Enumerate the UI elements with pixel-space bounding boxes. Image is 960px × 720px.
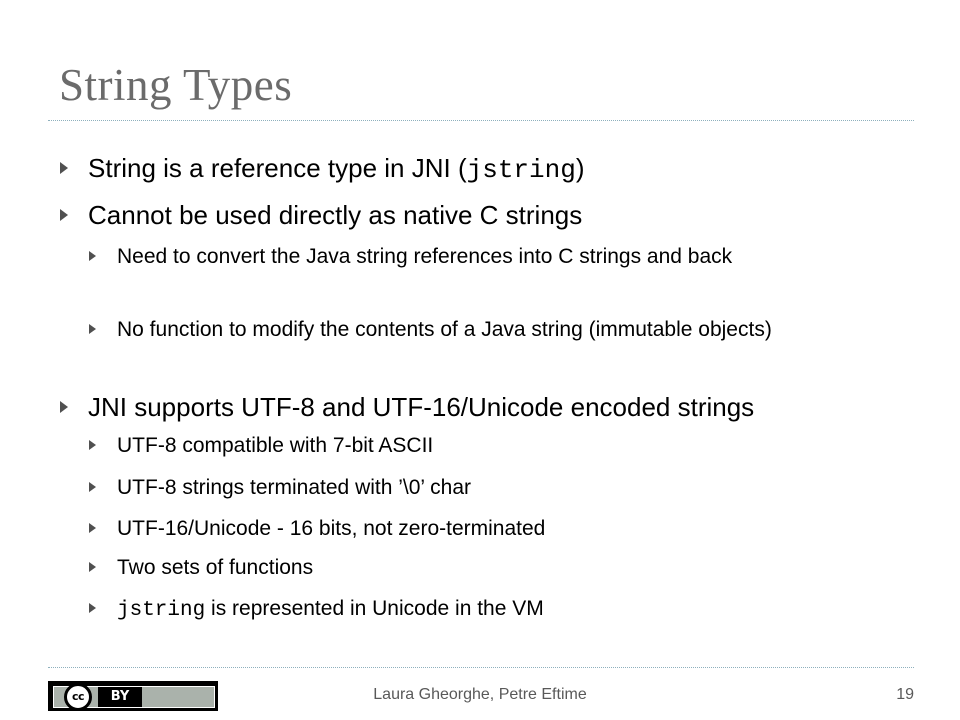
subbullet-immutable bbox=[89, 316, 877, 344]
bullet-text: UTF-8 strings terminated with ’\0’ char bbox=[117, 476, 471, 499]
bullet-arrow-icon bbox=[89, 440, 96, 450]
subbullet-utf8-ascii bbox=[89, 432, 877, 460]
code-jstring: jstring bbox=[466, 155, 576, 185]
bullet-text-end: ) bbox=[575, 153, 585, 183]
subbullet-two-sets bbox=[89, 554, 877, 582]
subbullet-utf8-terminated bbox=[89, 474, 877, 502]
footer-divider bbox=[48, 667, 914, 668]
license-by-label: BY bbox=[98, 687, 142, 707]
bullet-arrow-icon bbox=[89, 603, 96, 613]
bullet-text: No function to modify the contents of a Java string (immutable objects) bbox=[117, 318, 772, 341]
bullet-encodings bbox=[60, 392, 908, 422]
slide-title: String Types bbox=[59, 60, 293, 110]
bullet-arrow-icon bbox=[89, 562, 96, 572]
bullet-arrow-icon bbox=[89, 482, 96, 492]
bullet-reference-type bbox=[60, 153, 908, 185]
bullet-not-native bbox=[60, 200, 908, 230]
bullet-arrow-icon bbox=[89, 324, 96, 334]
bullet-arrow-icon bbox=[60, 162, 68, 174]
subbullet-convert bbox=[89, 243, 877, 271]
code-jstring: jstring bbox=[117, 599, 206, 622]
bullet-arrow-icon bbox=[89, 251, 96, 261]
bullet-arrow-icon bbox=[60, 401, 68, 413]
bullet-text: Cannot be used directly as native C strings bbox=[88, 200, 583, 230]
bullet-text: JNI supports UTF-8 and UTF-16/Unicode encoded strings bbox=[88, 392, 755, 422]
bullet-text: is represented in Unicode in the VM bbox=[205, 597, 544, 620]
bullet-text: String is a reference type in JNI ( bbox=[88, 153, 467, 183]
footer-author: Laura Gheorghe, Petre Eftime bbox=[373, 686, 587, 703]
subbullet-jstring-unicode bbox=[89, 595, 877, 625]
bullet-arrow-icon bbox=[89, 523, 96, 533]
bullet-text: Two sets of functions bbox=[117, 556, 314, 579]
bullet-arrow-icon bbox=[60, 209, 68, 221]
subbullet-utf16 bbox=[89, 515, 877, 543]
page-number: 19 bbox=[896, 686, 914, 703]
bullet-text: Need to convert the Java string references into C strings and back bbox=[117, 245, 733, 268]
bullet-text: UTF-8 compatible with 7-bit ASCII bbox=[117, 434, 434, 457]
bullet-text: UTF-16/Unicode - 16 bits, not zero-terminated bbox=[117, 517, 546, 540]
creative-commons-icon: cc bbox=[64, 683, 92, 711]
